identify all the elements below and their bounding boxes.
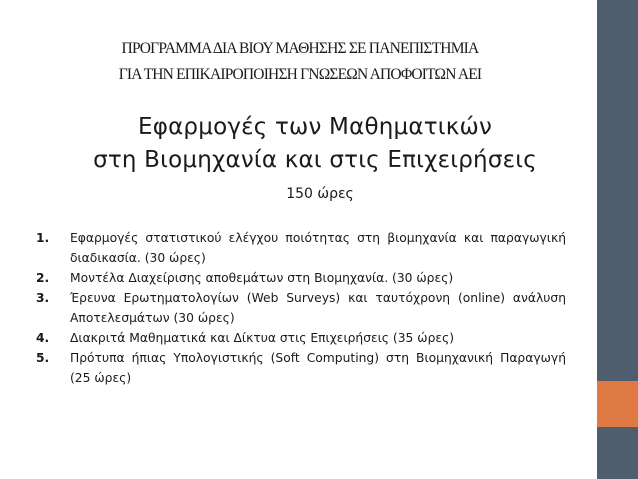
list-item-text: Έρευνα Ερωτηματολογίων (Web Surveys) και ταυτόχρονη (online) ανάλυση Αποτελεσμάτων (30 ώρες) [70, 291, 566, 325]
list-item [36, 288, 566, 328]
list-item-number: 5. [36, 351, 50, 365]
list-item-number: 3. [36, 291, 50, 305]
list-item-text: Μοντέλα Διαχείρισης αποθεμάτων στη Βιομηχανία. (30 ώρες) [70, 271, 454, 285]
sidebar-accent-block [597, 381, 638, 427]
list-item-text: Διακριτά Μαθηματικά και Δίκτυα στις Επιχειρήσεις (35 ώρες) [70, 331, 455, 345]
main-title [40, 111, 590, 177]
program-title-line-1: ΠΡΟΓΡΑΜΜΑ ΔΙΑ ΒΙΟΥ ΜΑΘΗΣΗΣ ΣΕ ΠΑΝΕΠΙΣΤΗΜΙΑ [121, 40, 479, 57]
list-item-text: Πρότυπα ήπιας Υπολογιστικής (Soft Computing) στη Βιομηχανική Παραγωγή (25 ώρες) [70, 351, 566, 385]
list-item [36, 328, 566, 348]
main-title-line-1: Εφαρμογές των Μαθηματικών [137, 114, 493, 140]
list-item [36, 268, 566, 288]
total-hours: 150 ώρες [286, 186, 354, 202]
program-title [60, 36, 540, 88]
list-item-number: 2. [36, 271, 50, 285]
program-title-line-2: ΓΙΑ ΤΗΝ ΕΠΙΚΑΙΡΟΠΟΙΗΣΗ ΓΝΩΣΕΩΝ ΑΠΟΦΟΙΤΩΝ ΑΕΙ [118, 66, 482, 83]
main-title-line-2: στη Βιομηχανία και στις Επιχειρήσεις [93, 147, 537, 173]
list-item-text: Εφαρμογές στατιστικού ελέγχου ποιότητας στη βιομηχανία και παραγωγική διαδικασία. (30 ώρες) [70, 231, 566, 265]
list-item [36, 348, 566, 388]
list-item-number: 4. [36, 331, 50, 345]
list-item [36, 228, 566, 268]
list-item-number: 1. [36, 231, 50, 245]
course-list [36, 228, 566, 388]
